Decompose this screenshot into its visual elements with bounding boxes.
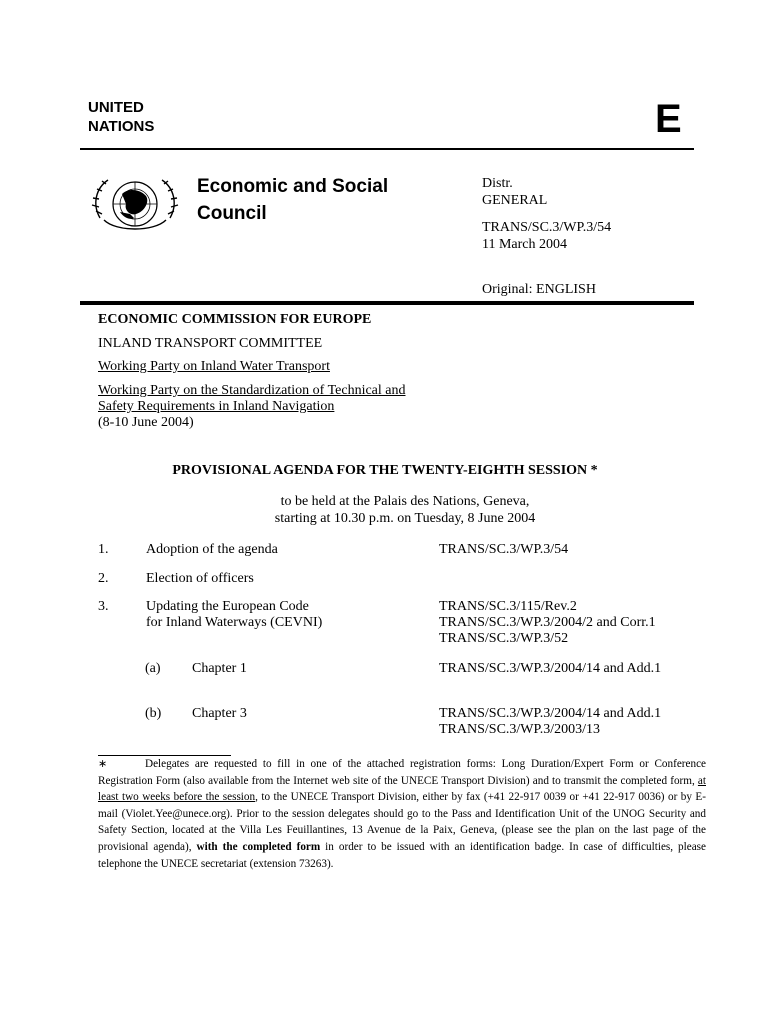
footnote-bold: with the completed form <box>196 840 321 853</box>
item-text: Adoption of the agenda <box>146 542 278 557</box>
item-document: TRANS/SC.3/WP.3/52 <box>439 631 569 646</box>
session-venue <box>0 493 770 527</box>
distribution <box>482 175 547 209</box>
venue-line-2: starting at 10.30 p.m. on Tuesday, 8 June 2004 <box>274 511 536 526</box>
footnote-marker: ∗ <box>98 758 108 770</box>
document-date: 11 March 2004 <box>482 237 568 252</box>
un-emblem-icon <box>90 174 180 240</box>
council-line-2: Council <box>197 203 267 224</box>
footnote-text-1: Delegates are requested to fill in one of the attached registration forms: Long Duration/Expert Form or Conference Registration Form (also available from the Internet web site of the UNECE Transport Division) and to transmit the completed form, <box>98 758 706 787</box>
footnote-text-2: , to the UNECE Transport Division, either by fax (+41 22-917 0039 or +41 22-917 0036) or by E-mail (Violet.Yee@unece.org). Prior to the session delegates should go to the Pass and Identification Unit of the UNOG Security and Safety Section, located at the Villa Les Feuillantines, 13 Avenue de la Paix, Geneva, (please see the plan on the last page of the provisional agenda), <box>98 791 706 853</box>
working-party-2-line-1: Working Party on the Standardization of Technical and <box>98 383 406 398</box>
commission-name: ECONOMIC COMMISSION FOR EUROPE <box>98 312 372 327</box>
subitem-document: TRANS/SC.3/WP.3/2003/13 <box>439 722 601 737</box>
organization-name <box>88 98 154 136</box>
item-documents <box>439 599 656 647</box>
original-language: Original: ENGLISH <box>482 282 596 297</box>
subitem-text: Chapter 1 <box>192 661 247 676</box>
item-text-line-1: Updating the European Code <box>146 599 309 614</box>
header-rule <box>80 148 694 150</box>
subitem-number: (a) <box>145 661 161 676</box>
distr-value: GENERAL <box>482 193 548 208</box>
org-line-2: NATIONS <box>88 118 155 135</box>
council-name <box>197 173 388 227</box>
working-party-2 <box>98 383 406 431</box>
subitem-text: Chapter 3 <box>192 706 247 721</box>
item-number: 2. <box>98 571 109 586</box>
council-line-1: Economic and Social <box>197 176 389 197</box>
subitem-document: TRANS/SC.3/WP.3/2004/14 and Add.1 <box>439 706 662 721</box>
item-document: TRANS/SC.3/WP.3/54 <box>439 542 569 557</box>
committee-name: INLAND TRANSPORT COMMITTEE <box>98 336 323 351</box>
venue-line-1: to be held at the Palais des Nations, Geneva, <box>280 494 530 509</box>
subitem-document: TRANS/SC.3/WP.3/2004/14 and Add.1 <box>439 661 662 676</box>
session-dates: (8-10 June 2004) <box>98 415 194 430</box>
agenda-title: PROVISIONAL AGENDA FOR THE TWENTY-EIGHTH SESSION * <box>172 463 598 478</box>
footnote <box>98 756 706 872</box>
language-letter: E <box>655 97 682 141</box>
item-number: 1. <box>98 542 109 557</box>
item-document: TRANS/SC.3/115/Rev.2 <box>439 599 577 614</box>
item-text-line-2: for Inland Waterways (CEVNI) <box>146 615 323 630</box>
document-symbol-block <box>482 219 611 253</box>
footnote-deadline: at least two weeks before the session <box>98 774 706 804</box>
distr-label: Distr. <box>482 176 513 191</box>
subitem-number: (b) <box>145 706 162 721</box>
subitem-documents <box>439 706 661 738</box>
footnote-text-3: in order to be issued with an identification badge. In case of difficulties, please telephone the UNECE secretariat (extension 73263). <box>98 840 706 870</box>
working-party-2-line-2: Safety Requirements in Inland Navigation <box>98 399 335 414</box>
item-number: 3. <box>98 599 109 614</box>
document-symbol: TRANS/SC.3/WP.3/54 <box>482 220 612 235</box>
item-text: Election of officers <box>146 571 254 586</box>
item-document: TRANS/SC.3/WP.3/2004/2 and Corr.1 <box>439 615 656 630</box>
working-party-1: Working Party on Inland Water Transport <box>98 359 330 374</box>
item-text <box>146 599 322 631</box>
section-rule <box>80 301 694 305</box>
org-line-1: UNITED <box>88 99 144 116</box>
